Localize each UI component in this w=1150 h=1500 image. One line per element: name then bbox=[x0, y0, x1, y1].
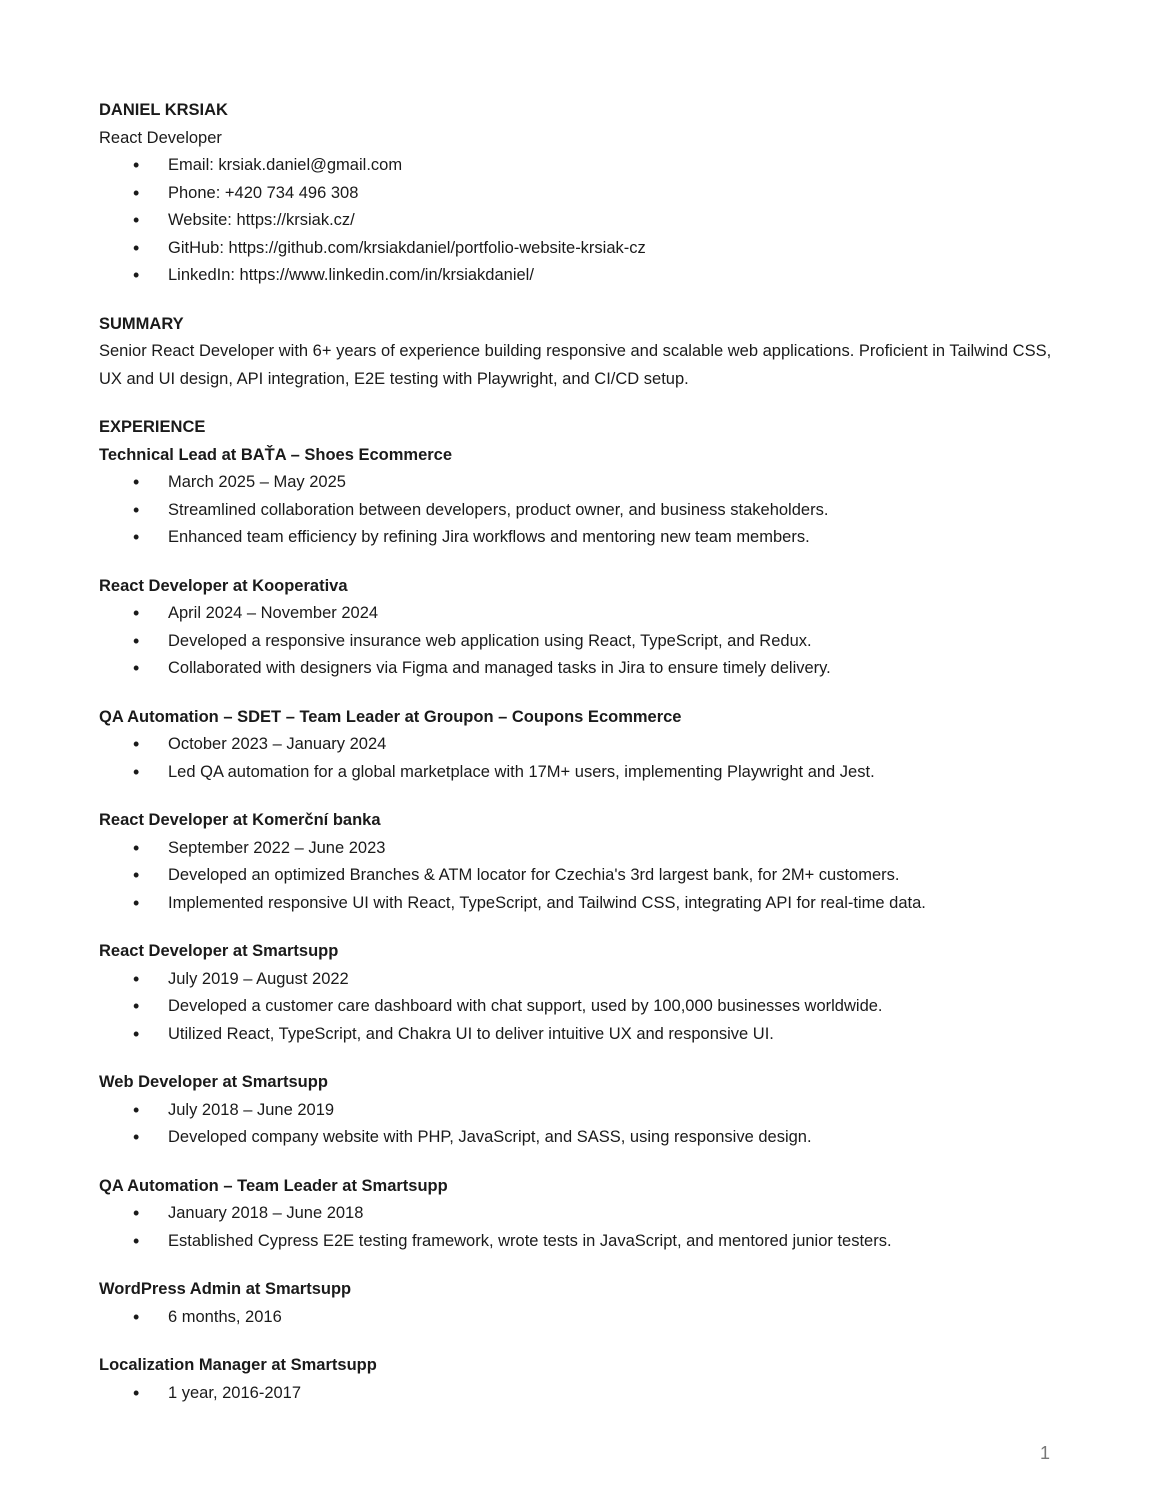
job-bullets bbox=[99, 600, 1079, 683]
job-title-heading: QA Automation – SDET – Team Leader at Groupon – Coupons Ecommerce bbox=[99, 707, 682, 726]
job-entry bbox=[99, 1276, 1079, 1331]
job-title-heading: QA Automation – Team Leader at Smartsupp bbox=[99, 1176, 448, 1195]
job-dates: • January 2018 – June 2018 bbox=[99, 1200, 1079, 1228]
job-entry bbox=[99, 938, 1079, 1048]
job-bullets bbox=[99, 1380, 1079, 1408]
job-title: React Developer bbox=[99, 128, 222, 147]
resume-page bbox=[99, 97, 1079, 1428]
job-entry bbox=[99, 807, 1079, 917]
experience-heading: EXPERIENCE bbox=[99, 418, 206, 436]
job-dates: • September 2022 – June 2023 bbox=[99, 835, 1079, 863]
job-dates: • July 2018 – June 2019 bbox=[99, 1097, 1079, 1125]
experience-list bbox=[99, 442, 1079, 1408]
job-bullets bbox=[99, 1200, 1079, 1255]
job-bullet: • Collaborated with designers via Figma and managed tasks in Jira to ensure timely delivery. bbox=[99, 655, 1079, 683]
job-title-heading: WordPress Admin at Smartsupp bbox=[99, 1280, 352, 1298]
job-title-heading: Localization Manager at Smartsupp bbox=[99, 1356, 377, 1374]
job-bullet: • Developed a customer care dashboard with chat support, used by 100,000 businesses worldwide. bbox=[99, 993, 1079, 1021]
candidate-name: DANIEL KRSIAK bbox=[99, 101, 228, 119]
job-bullet: • Streamlined collaboration between developers, product owner, and business stakeholders. bbox=[99, 497, 1079, 525]
job-bullet: • Led QA automation for a global marketplace with 17M+ users, implementing Playwright and Jest. bbox=[99, 759, 1079, 787]
job-bullets bbox=[99, 966, 1079, 1049]
job-bullets bbox=[99, 1304, 1079, 1332]
summary-section bbox=[99, 311, 1079, 394]
job-bullet: • Utilized React, TypeScript, and Chakra UI to deliver intuitive UX and responsive UI. bbox=[99, 1021, 1079, 1049]
job-entry bbox=[99, 1069, 1079, 1152]
job-entry bbox=[99, 1173, 1079, 1256]
job-entry bbox=[99, 704, 1079, 787]
job-entry bbox=[99, 442, 1079, 552]
job-title-heading: React Developer at Smartsupp bbox=[99, 942, 339, 960]
job-entry bbox=[99, 1352, 1079, 1407]
job-bullet: • Enhanced team efficiency by refining Jira workflows and mentoring new team members. bbox=[99, 524, 1079, 552]
job-bullet: • Established Cypress E2E testing framework, wrote tests in JavaScript, and mentored junior testers. bbox=[99, 1228, 1079, 1256]
job-title-heading: Web Developer at Smartsupp bbox=[99, 1073, 328, 1091]
job-dates: • 6 months, 2016 bbox=[99, 1304, 1079, 1332]
job-dates: • March 2025 – May 2025 bbox=[99, 469, 1079, 497]
job-title-heading: React Developer at Komerční banka bbox=[99, 811, 381, 829]
contact-list bbox=[99, 152, 1079, 290]
job-dates: • July 2019 – August 2022 bbox=[99, 966, 1079, 994]
contact-email: • Email: krsiak.daniel@gmail.com bbox=[99, 152, 1079, 180]
job-bullet: • Developed company website with PHP, JavaScript, and SASS, using responsive design. bbox=[99, 1124, 1079, 1152]
contact-website: • Website: https://krsiak.cz/ bbox=[99, 207, 1079, 235]
job-entry bbox=[99, 573, 1079, 683]
experience-section bbox=[99, 414, 1079, 1407]
contact-linkedin: • LinkedIn: https://www.linkedin.com/in/krsiakdaniel/ bbox=[99, 262, 1079, 290]
job-dates: • October 2023 – January 2024 bbox=[99, 731, 1079, 759]
contact-phone: • Phone: +420 734 496 308 bbox=[99, 180, 1079, 208]
job-bullets bbox=[99, 835, 1079, 918]
job-dates: • 1 year, 2016-2017 bbox=[99, 1380, 1079, 1408]
page-number: 1 bbox=[1040, 1443, 1051, 1463]
job-bullets bbox=[99, 1097, 1079, 1152]
contact-github: • GitHub: https://github.com/krsiakdaniel/portfolio-website-krsiak-cz bbox=[99, 235, 1079, 263]
job-bullet: • Developed a responsive insurance web application using React, TypeScript, and Redux. bbox=[99, 628, 1079, 656]
header-section bbox=[99, 97, 1079, 290]
job-bullet: • Developed an optimized Branches & ATM locator for Czechia's 3rd largest bank, for 2M+ customers. bbox=[99, 862, 1079, 890]
job-bullet: • Implemented responsive UI with React, TypeScript, and Tailwind CSS, integrating API for real-time data. bbox=[99, 890, 1079, 918]
job-bullets bbox=[99, 469, 1079, 552]
job-title-heading: React Developer at Kooperativa bbox=[99, 576, 348, 595]
summary-heading: SUMMARY bbox=[99, 314, 184, 333]
job-bullets bbox=[99, 731, 1079, 786]
job-title-heading: Technical Lead at BAŤA – Shoes Ecommerce bbox=[99, 445, 453, 464]
summary-text: Senior React Developer with 6+ years of experience building responsive and scalable web applications. Proficient in Tailwind CSS, UX and UI design, API integration, E2E testing with Playwright, and CI/CD setup. bbox=[99, 342, 1052, 388]
job-dates: • April 2024 – November 2024 bbox=[99, 600, 1079, 628]
